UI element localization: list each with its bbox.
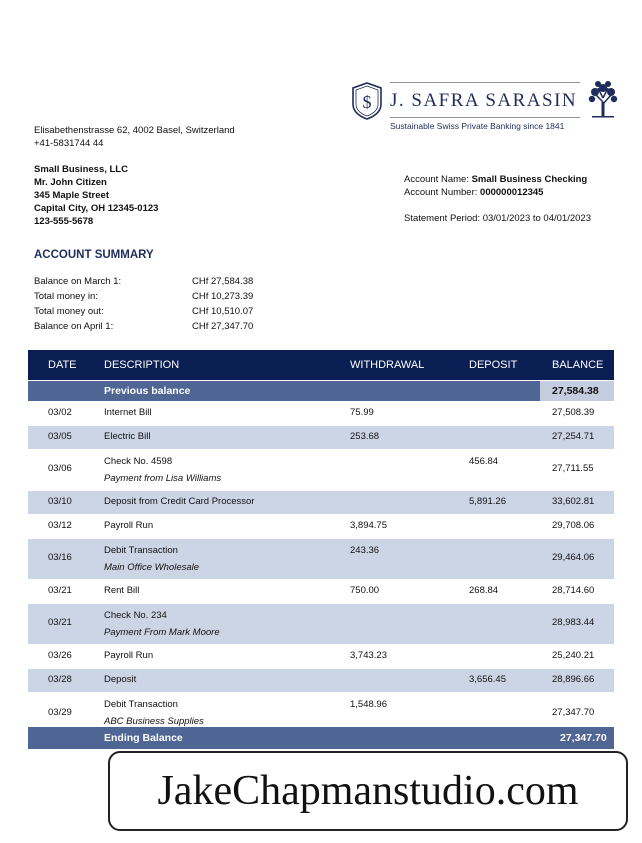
account-number-label: Account Number: bbox=[404, 187, 478, 198]
header-withdrawal: WITHDRAWAL bbox=[350, 359, 425, 371]
previous-balance-row bbox=[28, 381, 614, 402]
row-balance: 29,708.06 bbox=[552, 520, 595, 531]
row-date: 03/29 bbox=[48, 707, 72, 718]
logo-rule bbox=[390, 82, 580, 83]
row-description: Deposit from Credit Card Processor bbox=[104, 496, 255, 507]
row-description-note: ABC Business Supplies bbox=[104, 716, 204, 727]
ending-balance-label: Ending Balance bbox=[104, 732, 183, 744]
row-description: Debit Transaction bbox=[104, 545, 178, 556]
row-withdrawal: 750.00 bbox=[350, 585, 380, 596]
row-description: Deposit bbox=[104, 674, 137, 685]
customer-city: Capital City, OH 12345-0123 bbox=[34, 203, 159, 214]
row-withdrawal: 243.36 bbox=[350, 545, 380, 556]
row-date: 03/05 bbox=[48, 431, 72, 442]
account-name-value: Small Business Checking bbox=[471, 174, 588, 185]
statement-period-value: 03/01/2023 to 04/01/2023 bbox=[482, 213, 591, 224]
table-row bbox=[28, 491, 614, 515]
row-date: 03/12 bbox=[48, 520, 72, 531]
bank-tagline: Sustainable Swiss Private Banking since 1841 bbox=[390, 121, 565, 131]
table-row bbox=[28, 669, 614, 693]
row-withdrawal: 75.99 bbox=[350, 407, 374, 418]
row-description-note: Payment From Mark Moore bbox=[104, 627, 220, 638]
header-description: DESCRIPTION bbox=[104, 359, 180, 371]
row-balance: 25,240.21 bbox=[552, 650, 595, 661]
statement-period-line bbox=[404, 212, 591, 225]
svg-text:$: $ bbox=[362, 92, 372, 112]
bank-logo bbox=[350, 80, 620, 136]
customer-contact: Mr. John Citizen bbox=[34, 177, 107, 188]
row-balance: 29,464.06 bbox=[552, 552, 595, 563]
account-summary-title: ACCOUNT SUMMARY bbox=[34, 249, 154, 261]
bank-name: J. SAFRA SARASIN bbox=[390, 90, 578, 111]
previous-balance-value: 27,584.38 bbox=[552, 385, 599, 397]
row-deposit: 5,891.26 bbox=[469, 496, 506, 507]
account-name-label: Account Name: bbox=[404, 174, 469, 185]
seal-icon bbox=[350, 82, 384, 120]
row-description: Debit Transaction bbox=[104, 699, 178, 710]
row-date: 03/06 bbox=[48, 463, 72, 474]
bank-address: Elisabethenstrasse 62, 4002 Basel, Switzerland bbox=[34, 125, 235, 136]
row-balance: 28,896.66 bbox=[552, 674, 595, 685]
table-row bbox=[28, 604, 614, 645]
transactions-table bbox=[28, 350, 614, 736]
row-withdrawal: 3,894.75 bbox=[350, 520, 387, 531]
row-date: 03/21 bbox=[48, 585, 72, 596]
summary-value: CHf 27,347.70 bbox=[192, 321, 254, 332]
row-withdrawal: 3,743.23 bbox=[350, 650, 387, 661]
summary-value: CHf 27,584.38 bbox=[192, 276, 254, 287]
transaction-rows bbox=[28, 402, 614, 736]
statement-period-label: Statement Period: bbox=[404, 213, 481, 224]
row-balance: 28,983.44 bbox=[552, 617, 595, 628]
row-date: 03/10 bbox=[48, 496, 72, 507]
ending-balance-value: 27,347.70 bbox=[560, 732, 607, 744]
row-description: Electric Bill bbox=[104, 431, 151, 442]
table-row bbox=[28, 426, 614, 450]
summary-label: Total money in: bbox=[34, 291, 98, 302]
row-balance: 27,711.55 bbox=[552, 463, 594, 474]
row-balance: 27,254.71 bbox=[552, 431, 595, 442]
account-name-line bbox=[404, 173, 587, 186]
row-balance: 27,347.70 bbox=[552, 707, 595, 718]
customer-phone: 123-555-5678 bbox=[34, 216, 94, 227]
row-description: Rent Bill bbox=[104, 585, 140, 596]
table-row bbox=[28, 402, 614, 426]
table-row bbox=[28, 645, 614, 669]
header-balance: BALANCE bbox=[552, 359, 604, 371]
logo-rule bbox=[390, 117, 580, 118]
customer-street: 345 Maple Street bbox=[34, 190, 109, 201]
summary-value: CHf 10,510.07 bbox=[192, 306, 254, 317]
account-number-line bbox=[404, 186, 543, 199]
previous-balance-label: Previous balance bbox=[104, 385, 191, 397]
table-row bbox=[28, 515, 614, 539]
ending-balance-row bbox=[28, 727, 614, 749]
row-description-note: Main Office Wholesale bbox=[104, 562, 200, 573]
table-header-row bbox=[28, 350, 614, 381]
row-description: Check No. 234 bbox=[104, 610, 167, 621]
header-deposit: DEPOSIT bbox=[469, 359, 518, 371]
row-deposit: 3,656.45 bbox=[469, 674, 506, 685]
row-withdrawal: 253.68 bbox=[350, 431, 380, 442]
table-row bbox=[28, 450, 614, 491]
row-balance: 27,508.39 bbox=[552, 407, 595, 418]
customer-company: Small Business, LLC bbox=[34, 164, 128, 175]
watermark: JakeChapmanstudio.com bbox=[108, 751, 628, 831]
row-description: Internet Bill bbox=[104, 407, 152, 418]
row-balance: 28,714.60 bbox=[552, 585, 595, 596]
row-description: Payroll Run bbox=[104, 520, 154, 531]
tree-icon bbox=[586, 80, 620, 120]
summary-label: Balance on March 1: bbox=[34, 276, 122, 287]
row-date: 03/02 bbox=[48, 407, 72, 418]
row-deposit: 268.84 bbox=[469, 585, 499, 596]
header-date: DATE bbox=[48, 359, 77, 371]
bank-phone: +41-5831744 44 bbox=[34, 138, 104, 149]
row-date: 03/21 bbox=[48, 617, 72, 628]
summary-label: Balance on April 1: bbox=[34, 321, 114, 332]
row-date: 03/26 bbox=[48, 650, 72, 661]
row-date: 03/16 bbox=[48, 552, 72, 563]
summary-value: CHf 10,273.39 bbox=[192, 291, 254, 302]
row-withdrawal: 1,548.96 bbox=[350, 699, 387, 710]
row-description: Payroll Run bbox=[104, 650, 154, 661]
table-row bbox=[28, 580, 614, 604]
table-row bbox=[28, 539, 614, 580]
row-description-note: Payment from Lisa Williams bbox=[104, 473, 222, 484]
row-balance: 33,602.81 bbox=[552, 496, 595, 507]
row-description: Check No. 4598 bbox=[104, 456, 173, 467]
row-deposit: 456.84 bbox=[469, 456, 499, 467]
summary-label: Total money out: bbox=[34, 306, 104, 317]
account-number-value: 000000012345 bbox=[480, 187, 544, 198]
row-date: 03/28 bbox=[48, 674, 72, 685]
